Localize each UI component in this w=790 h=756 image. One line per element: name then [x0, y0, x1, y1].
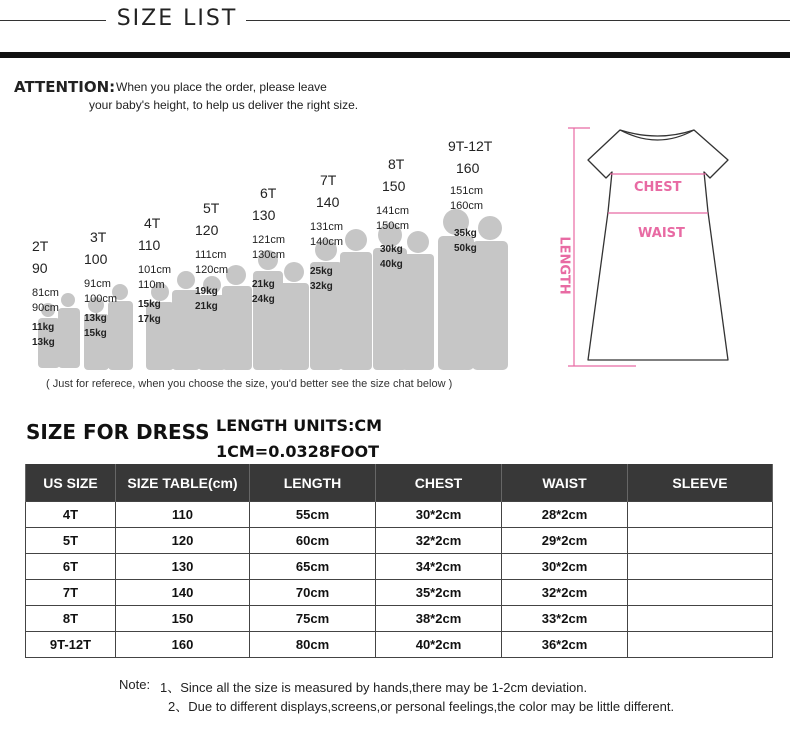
kg-range: 11kg — [32, 322, 55, 333]
kg-range: 15kg — [138, 299, 161, 310]
kid-8T — [376, 156, 409, 272]
table-cell: 150 — [116, 606, 250, 632]
table-cell: 80cm — [250, 632, 376, 658]
section-title: SIZE FOR DRESS — [26, 420, 210, 444]
kid-3T — [84, 229, 117, 341]
kg-range: 50kg — [454, 243, 477, 254]
table-cell: 40*2cm — [376, 632, 502, 658]
cm-range: 130cm — [252, 249, 286, 261]
col-header-waist: WAIST — [502, 464, 628, 502]
table-row — [26, 632, 773, 658]
kg-range: 30kg — [380, 244, 403, 255]
kg-range: 21kg — [252, 279, 275, 290]
table-cell: 65cm — [250, 554, 376, 580]
table-cell: 30*2cm — [376, 502, 502, 528]
cm-range: 160cm — [450, 200, 484, 212]
table-cell — [628, 528, 773, 554]
col-header-sleeve: SLEEVE — [628, 464, 773, 502]
table-cell: 4T — [26, 502, 116, 528]
table-cell: 28*2cm — [502, 502, 628, 528]
size-table — [25, 464, 773, 658]
kg-range: 40kg — [380, 259, 403, 270]
table-row — [26, 554, 773, 580]
note-1: 1、Since all the size is measured by hands,there may be 1-2cm deviation. — [160, 680, 588, 695]
dress-outline — [560, 120, 760, 372]
table-cell: 130 — [116, 554, 250, 580]
cm-range: 101cm — [138, 264, 172, 276]
cm-range: 120cm — [195, 264, 229, 276]
age-label: 5T — [203, 200, 220, 216]
cm-range: 100cm — [84, 293, 118, 305]
table-cell: 160 — [116, 632, 250, 658]
cm-range: 111cm — [195, 249, 227, 261]
length-label: LENGTH — [556, 236, 572, 295]
header-rule-right — [246, 20, 790, 21]
table-cell — [628, 606, 773, 632]
table-cell: 32*2cm — [376, 528, 502, 554]
table-cell: 38*2cm — [376, 606, 502, 632]
conversion-label: 1CM=0.0328FOOT — [216, 442, 379, 461]
table-cell: 8T — [26, 606, 116, 632]
table-cell — [628, 580, 773, 606]
col-header-us-size: US SIZE — [26, 464, 116, 502]
kg-range: 25kg — [310, 266, 333, 277]
units-label: LENGTH UNITS:CM — [216, 416, 383, 435]
cm-range: 121cm — [252, 234, 286, 246]
kg-range: 21kg — [195, 301, 218, 312]
table-cell: 34*2cm — [376, 554, 502, 580]
kid-5T — [195, 200, 228, 314]
age-label: 3T — [90, 229, 107, 245]
height-label: 150 — [382, 178, 406, 194]
kg-range: 19kg — [195, 286, 218, 297]
age-label: 8T — [388, 156, 405, 172]
height-label: 120 — [195, 222, 219, 238]
height-label: 160 — [456, 160, 480, 176]
table-cell: 5T — [26, 528, 116, 554]
reference-note: ( Just for referece, when you choose the size, you'd better see the size chat below ) — [46, 378, 453, 390]
table-row — [26, 606, 773, 632]
age-label: 4T — [144, 215, 161, 231]
cm-range: 90cm — [32, 302, 59, 314]
table-cell: 110 — [116, 502, 250, 528]
cm-range: 131cm — [310, 221, 344, 233]
table-row — [26, 502, 773, 528]
table-cell: 6T — [26, 554, 116, 580]
kg-range: 13kg — [32, 337, 55, 348]
kg-range: 13kg — [84, 313, 107, 324]
cm-range: 81cm — [32, 287, 59, 299]
cm-range: 150cm — [376, 220, 410, 232]
col-header-length: LENGTH — [250, 464, 376, 502]
table-cell: 120 — [116, 528, 250, 554]
height-label: 130 — [252, 207, 276, 223]
kid-4T — [138, 215, 171, 327]
table-cell: 35*2cm — [376, 580, 502, 606]
cm-range: 151cm — [450, 185, 484, 197]
chest-label: CHEST — [634, 180, 682, 195]
col-header-size-table: SIZE TABLE(cm) — [116, 464, 250, 502]
note-2: 2、Due to different displays,screens,or personal feelings,the color may be little different. — [168, 699, 675, 714]
kg-range: 35kg — [454, 228, 477, 239]
cm-range: 140cm — [310, 236, 344, 248]
table-cell: 140 — [116, 580, 250, 606]
table-cell — [628, 632, 773, 658]
cm-range: 91cm — [84, 278, 111, 290]
page-title: SIZE LIST — [116, 6, 238, 31]
kg-range: 32kg — [310, 281, 333, 292]
height-label: 110 — [138, 237, 161, 253]
kid-7T — [310, 172, 343, 294]
attention-line-2: your baby's height, to help us deliver the right size. — [89, 98, 359, 112]
kid-6T — [252, 185, 285, 307]
table-cell: 9T-12T — [26, 632, 116, 658]
table-header-row — [26, 464, 773, 502]
age-label: 2T — [32, 238, 49, 254]
height-label: 140 — [316, 194, 340, 210]
age-label: 6T — [260, 185, 277, 201]
header-rule-left — [0, 20, 106, 21]
kg-range: 24kg — [252, 294, 275, 305]
height-label: 90 — [32, 260, 48, 276]
age-label: 7T — [320, 172, 337, 188]
table-cell: 29*2cm — [502, 528, 628, 554]
col-header-chest: CHEST — [376, 464, 502, 502]
age-label: 9T-12T — [448, 138, 493, 154]
table-row — [26, 580, 773, 606]
kg-range: 17kg — [138, 314, 161, 325]
table-row — [26, 528, 773, 554]
attention-label: ATTENTION: — [14, 78, 116, 96]
height-label: 100 — [84, 251, 108, 267]
table-cell: 75cm — [250, 606, 376, 632]
table-cell: 33*2cm — [502, 606, 628, 632]
table-cell: 36*2cm — [502, 632, 628, 658]
table-cell: 32*2cm — [502, 580, 628, 606]
table-cell: 55cm — [250, 502, 376, 528]
cm-range: 110m — [138, 279, 165, 291]
table-cell — [628, 554, 773, 580]
table-cell: 7T — [26, 580, 116, 606]
cm-range: 141cm — [376, 205, 410, 217]
header-bar — [0, 52, 790, 58]
kg-range: 15kg — [84, 328, 107, 339]
waist-label: WAIST — [638, 226, 685, 241]
table-cell: 60cm — [250, 528, 376, 554]
table-cell: 30*2cm — [502, 554, 628, 580]
kid-2T — [32, 238, 59, 350]
attention-line-1: When you place the order, please leave — [116, 80, 327, 94]
table-cell: 70cm — [250, 580, 376, 606]
table-cell — [628, 502, 773, 528]
kid-9T-12T — [448, 138, 492, 256]
note-prefix: Note: — [119, 677, 151, 692]
